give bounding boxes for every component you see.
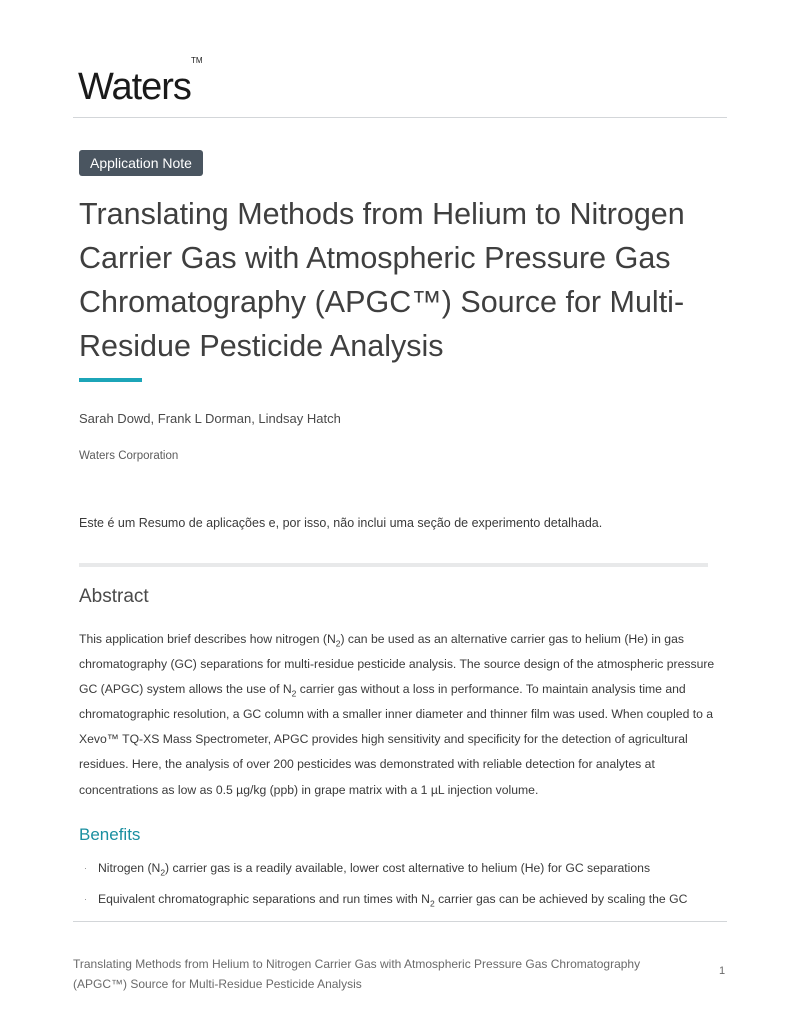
summary-notice: Este é um Resumo de aplicações e, por isso, não inclui uma seção de experimento detalhada. (79, 516, 603, 530)
list-item (79, 891, 729, 907)
section-divider (79, 563, 708, 567)
document-type-badge: Application Note (79, 150, 203, 176)
document-title: Translating Methods from Helium to Nitrogen Carrier Gas with Atmospheric Pressure Gas Chromatography (APGC™) Source for Multi-Residue Pesticide Analysis (79, 197, 685, 363)
abstract-subscript-2: 2 (291, 688, 297, 699)
benefit-text: Equivalent chromatographic separations and run times with N (98, 892, 430, 906)
abstract-text-3: carrier gas without a loss in performance. To maintain analysis time and chromatographic resolution, a GC column with a smaller inner diameter and thinner film was used. When coupled to a Xevo™ TQ-XS Mass Spectrometer, APGC provides high sensitivity and specificity for the detection of agricultural residues. Here, the analysis of over 200 pesticides was demonstrated with reliable detection for analytes at concentrations as low as 0.5 µg/kg (ppb) in grape matrix with a 1 µL injection volume. (79, 682, 714, 797)
waters-logo (78, 56, 203, 109)
abstract-text-2: ) can be used as an alternative carrier gas to helium (He) in gas chromatography (GC) separations for multi-residue pesticide analysis. The source design of the atmospheric pressure GC (APGC) system allows the use of N (79, 632, 715, 697)
abstract-paragraph (79, 627, 729, 803)
title-accent-bar (79, 378, 142, 382)
abstract-text-1: This application brief describes how nitrogen (N (79, 632, 336, 646)
benefit-subscript: 2 (429, 898, 435, 909)
logo-trademark: TM (190, 56, 203, 66)
benefits-heading: Benefits (79, 825, 141, 844)
footer-divider (73, 921, 727, 922)
footer-line-2: (APGC™) Source for Multi-Residue Pesticide Analysis (73, 977, 362, 991)
benefit-text: ) carrier gas is a readily available, lower cost alternative to helium (He) for GC separations (165, 861, 651, 875)
abstract-subscript-1: 2 (335, 638, 341, 649)
authors: Sarah Dowd, Frank L Dorman, Lindsay Hatch (79, 411, 341, 426)
logo-text: Waters (78, 66, 191, 108)
bullet-icon: · (84, 863, 87, 873)
benefits-list (79, 860, 729, 922)
benefit-subscript: 2 (160, 867, 166, 878)
bullet-icon: · (84, 894, 87, 904)
footer-running-title (73, 954, 693, 994)
benefit-text: Nitrogen (N (98, 861, 161, 875)
abstract-heading: Abstract (79, 586, 149, 607)
benefit-text: carrier gas can be achieved by scaling the GC (434, 892, 688, 906)
affiliation: Waters Corporation (79, 450, 179, 462)
page-number: 1 (719, 965, 726, 977)
header-divider (73, 117, 727, 118)
footer-line-1: Translating Methods from Helium to Nitrogen Carrier Gas with Atmospheric Pressure Gas Chromatography (73, 957, 641, 971)
list-item (79, 860, 729, 876)
